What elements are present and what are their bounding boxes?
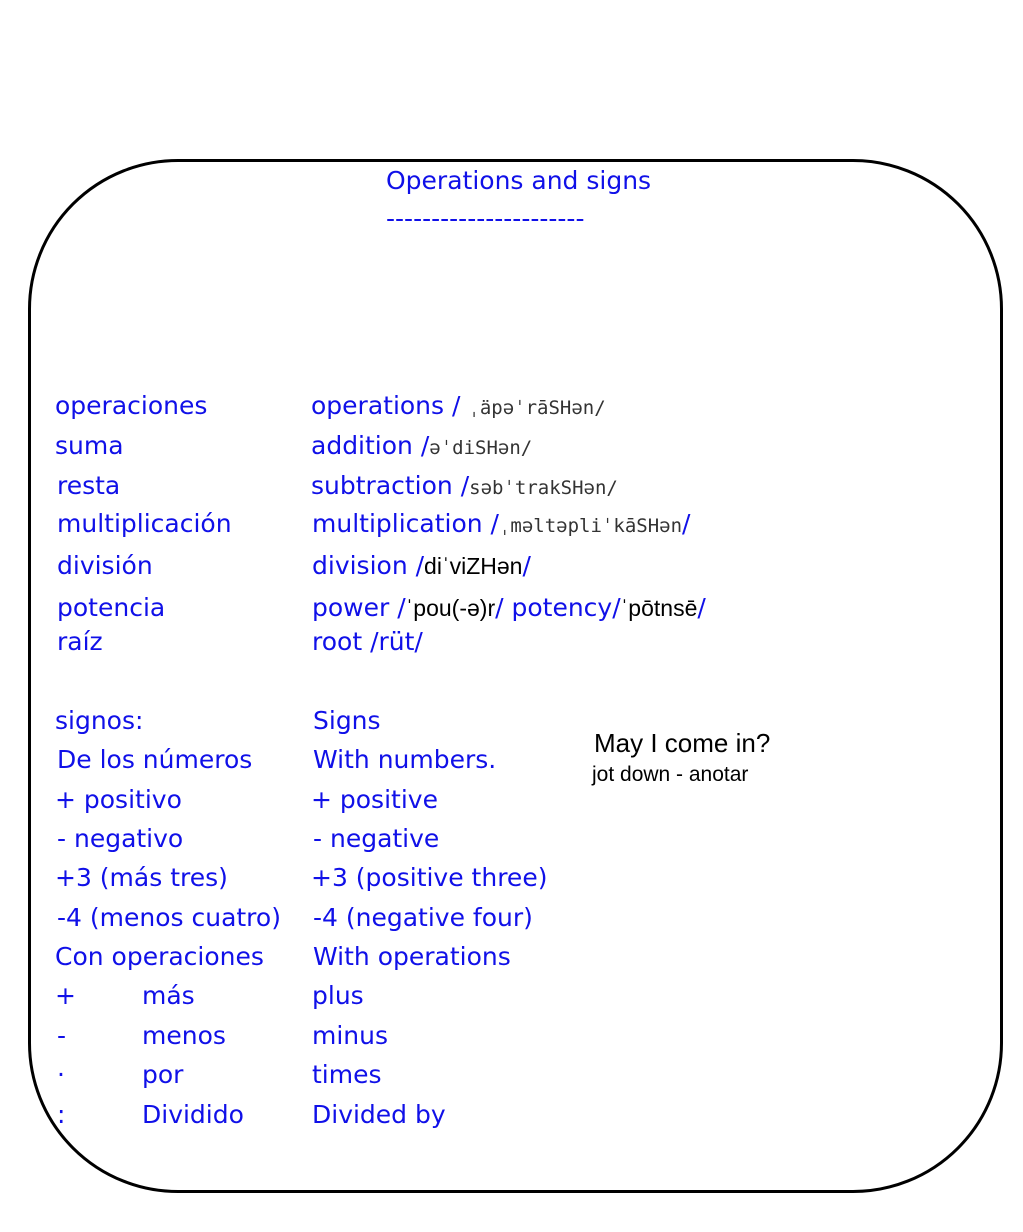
es-multiplicacion: multiplicación — [57, 509, 232, 538]
es-resta: resta — [57, 471, 121, 500]
en-multiplication: multiplication / — [312, 509, 499, 538]
ph-operations: ˌäpəˈrāSHən/ — [468, 397, 606, 419]
op-es: más — [142, 981, 195, 1010]
es-potencia: potencia — [57, 593, 166, 622]
es-minus-four: -4 (menos cuatro) — [57, 903, 281, 932]
op-en: plus — [312, 981, 364, 1010]
es-negative: - negativo — [57, 824, 184, 853]
ph-potency: ˈpōtnsē — [620, 595, 698, 621]
es-suma: suma — [55, 431, 124, 460]
en-potency-end: / — [697, 593, 706, 622]
op-es: Dividido — [142, 1100, 244, 1129]
es-signs-header: signos: — [55, 706, 144, 735]
op-en: times — [312, 1060, 382, 1089]
en-subtraction-row — [311, 473, 618, 498]
en-root: root /rüt/ — [312, 627, 423, 656]
ph-power: ˈpou(-ə)r — [405, 595, 496, 621]
note-may-i-come-in: May I come in? — [594, 728, 771, 758]
ph-subtraction: səbˈtrakSHən/ — [469, 477, 618, 499]
op-es: menos — [142, 1021, 226, 1050]
op-symbol: - — [57, 1021, 67, 1050]
es-operaciones: operaciones — [55, 391, 208, 420]
op-symbol: + — [55, 981, 76, 1010]
op-symbol: : — [57, 1100, 66, 1129]
en-division-end: / — [522, 551, 531, 580]
en-division: division / — [312, 551, 425, 580]
en-operations-header: With operations — [313, 942, 511, 971]
en-potency: / potency/ — [495, 593, 621, 622]
op-en: Divided by — [312, 1100, 446, 1129]
en-plus-three: +3 (positive three) — [311, 863, 548, 892]
es-positive: + positivo — [55, 785, 182, 814]
en-operations: operations / — [311, 391, 461, 420]
es-raiz: raíz — [57, 627, 103, 656]
ph-division: diˈviZHən — [424, 553, 523, 579]
en-addition-row — [311, 433, 532, 458]
es-operations-header: Con operaciones — [55, 942, 264, 971]
en-subtraction: subtraction / — [311, 471, 470, 500]
en-power: power / — [312, 593, 406, 622]
en-division-row — [312, 553, 531, 578]
en-signs-header: Signs — [313, 706, 381, 735]
note-jot-down: jot down - anotar — [592, 763, 749, 786]
en-minus-four: -4 (negative four) — [313, 903, 533, 932]
en-power-row — [312, 595, 706, 620]
op-en: minus — [312, 1021, 389, 1050]
es-numbers-header: De los números — [57, 745, 253, 774]
en-addition: addition / — [311, 431, 430, 460]
en-positive: + positive — [311, 785, 438, 814]
op-symbol: · — [57, 1060, 65, 1089]
en-negative: - negative — [313, 824, 440, 853]
op-es: por — [142, 1060, 184, 1089]
es-plus-three: +3 (más tres) — [55, 863, 228, 892]
en-operations-row — [311, 393, 606, 418]
title-underline: ---------------------- — [386, 204, 585, 233]
en-numbers-header: With numbers. — [313, 745, 497, 774]
page-title: Operations and signs — [386, 166, 652, 195]
en-multiplication-row — [312, 511, 690, 536]
es-division: división — [57, 551, 153, 580]
ph-multiplication: ˌməltəpliˈkāSHən — [498, 515, 683, 537]
en-multiplication-end: / — [682, 509, 691, 538]
ph-addition: əˈdiSHən/ — [429, 437, 533, 459]
